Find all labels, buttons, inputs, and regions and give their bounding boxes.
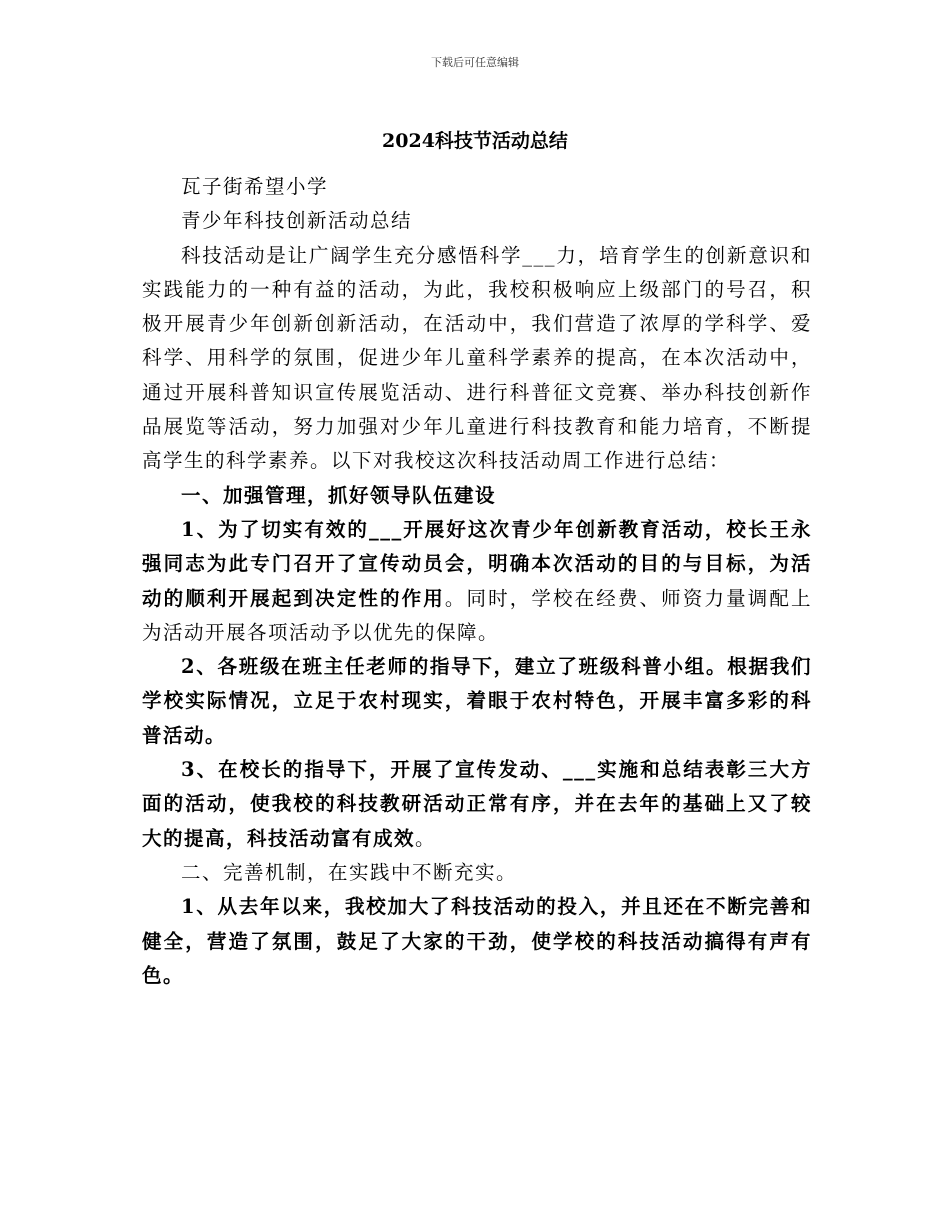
section1-item-2: 2、各班级在班主任老师的指导下，建立了班级科普小组。根据我们学校实际情况，立足于农村现实，着眼于农村特色，开展丰富多彩的科普活动。 [142, 655, 812, 747]
document-title: 2024科技节活动总结 [382, 130, 568, 152]
document-subtitle: 青少年科技创新活动总结 [181, 209, 413, 233]
page-header-note: 下载后可任意编辑 [431, 56, 519, 69]
section1-item-1-normal: 。同时，学校在经费、师资力量调配上为活动开展各项活动予以优先的保障。 [142, 586, 812, 644]
section-heading-1: 一、加强管理，抓好领导队伍建设 [181, 483, 497, 507]
section1-item-1 [142, 513, 812, 650]
section-heading-2: 二、完善机制，在实践中不断充实。 [181, 860, 518, 884]
section2-item-1: 1、从去年以来，我校加大了科技活动的投入，并且还在不断完善和健全，营造了氛围，鼓足了大家的干劲，使学校的科技活动搞得有声有色。 [142, 895, 812, 987]
section1-item-3 [142, 753, 812, 856]
intro-paragraph: 科技活动是让广阔学生充分感悟科学___力，培育学生的创新意识和实践能力的一种有益的活动，为此，我校积极响应上级部门的号召，积极开展青少年创新创新活动，在活动中，我们营造了浓厚的学科学、爱科学、用科学的氛围，促进少年儿童科学素养的提高，在本次活动中，通过开展科普知识宣传展览活动、进行科普征文竞赛、举办科技创新作品展览等活动，努力加强对少年儿童进行科技教育和能力培育，不断提高学生的科学素养。以下对我校这次科技活动周工作进行总结： [142, 243, 812, 473]
section1-item-3-normal: 。 [415, 826, 437, 850]
section1-item-1-bold: 1、为了切实有效的___开展好这次青少年创新教育活动，校长王永强同志为此专门召开了宣传动员会，明确本次活动的目的与目标，为活动的顺利开展起到决定性的作用 [142, 517, 812, 610]
school-name: 瓦子街希望小学 [181, 175, 329, 198]
document-body [142, 170, 812, 993]
section1-item-3-bold: 3、在校长的指导下，开展了宣传发动、___实施和总结表彰三大方面的活动，使我校的科技教研活动正常有序，并在去年的基础上又了较大的提高，科技活动富有成效 [142, 758, 812, 850]
